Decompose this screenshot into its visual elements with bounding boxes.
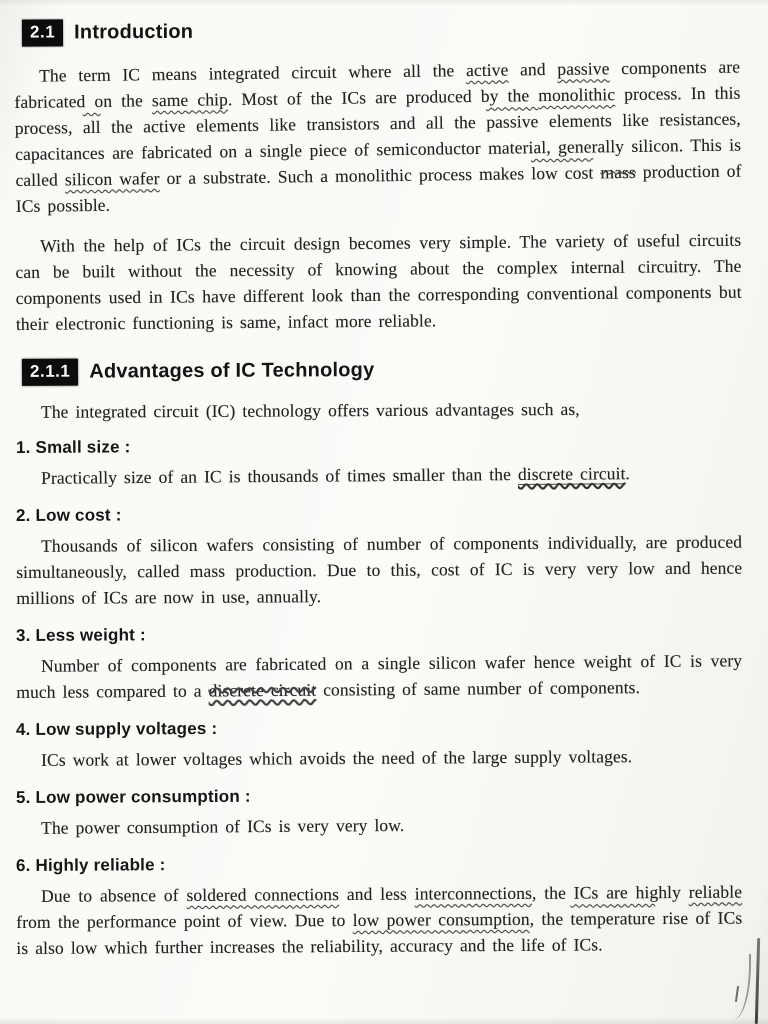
section-title: Advantages of IC Technology [89, 359, 375, 383]
list-item-body: Thousands of silicon wafers consisting of number of components individually, are produced simultaneously, called mass production. Due to this, cost of IC is very very low and hence millions of ICs are now in use, annually. [16, 531, 743, 608]
list-item-body: Practically size of an IC is thousands of times smaller than the discrete circuit. [41, 463, 631, 488]
section-number-badge: 2.1 [22, 19, 63, 46]
scan-edge-line [755, 938, 760, 1024]
scan-bottom-shadow [0, 1017, 768, 1024]
list-item-heading: 6. Highly reliable : [15, 855, 166, 875]
paragraph-intro-2: With the help of ICs the circuit design becomes very simple. The variety of useful circuits can be built without the necessity of knowing about the complex internal circuitry. The components used in ICs have different look than the corresponding conventional components but their electronic functioning is same, infact more reliable. [15, 229, 742, 335]
list-item-heading: 1. Small size : [15, 437, 131, 457]
list-item-heading: 2. Low cost : [15, 505, 122, 525]
list-item-low-power-consumption [16, 788, 742, 841]
list-item-small-size [16, 438, 742, 491]
list-item-body: Due to absence of soldered connections and less interconnections, the ICs are highly reliable from the performance point of view. Due to low power consumption, the temperature rise of ICs is also low which further increases the reliability, accuracy and the life of ICs. [16, 881, 743, 958]
list-item-body: ICs work at lower voltages which avoids the need of the large supply voltages. [41, 746, 633, 770]
list-item-heading: 4. Low supply voltages : [15, 718, 218, 739]
section-heading-2-1 [22, 16, 742, 46]
list-item-less-weight [16, 626, 742, 705]
paragraph-advantages-intro: The integrated circuit (IC) technology offers various advantages such as, [40, 398, 580, 422]
list-item-heading: 3. Less weight : [15, 625, 146, 645]
list-item-body: Number of components are fabricated on a single silicon wafer hence weight of IC is very much less compared to a discrete circuit consisting of same number of components. [16, 650, 743, 702]
list-item-highly-reliable [16, 856, 742, 961]
list-item-heading: 5. Low power consumption : [15, 786, 251, 807]
paragraph-intro-1: The term IC means integrated circuit where all the active and passive components are fabricated on the same chip. Most of the ICs are produced by the monolithic process. In this process, all the active elements like transistors and all the passive elements like resistances, capacitances are fabricated on a single piece of semiconductor material, generally silicon. This is called silicon wafer or a substrate. Such a monolithic process makes low cost mass production of ICs possible. [14, 56, 742, 217]
section-number-badge: 2.1.1 [22, 359, 78, 386]
section-title: Introduction [74, 20, 194, 44]
list-item-low-supply-voltages [16, 720, 742, 773]
section-heading-2-1-1 [22, 355, 742, 386]
list-item-low-cost [16, 506, 742, 611]
scan-top-shadow [0, 0, 768, 6]
list-item-body: The power consumption of ICs is very very low. [41, 814, 405, 838]
